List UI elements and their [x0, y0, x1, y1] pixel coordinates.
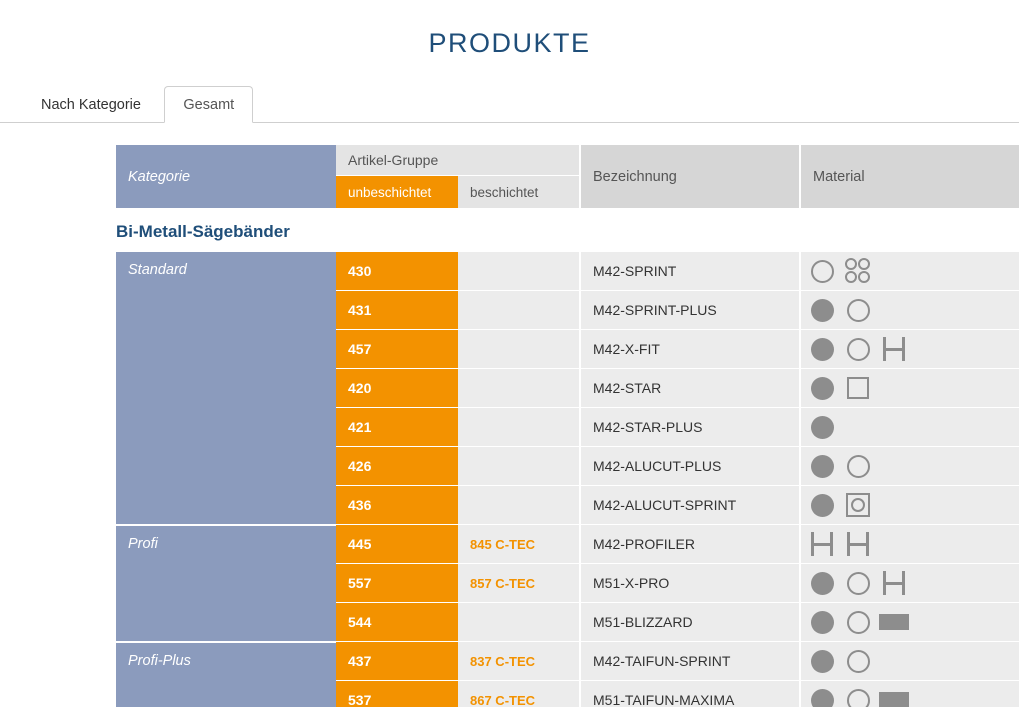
product-name: M42-STAR-PLUS — [580, 408, 800, 447]
category-cell-profi-plus: Profi-Plus — [116, 642, 336, 707]
table-row[interactable] — [116, 525, 1019, 564]
circle-outline-icon — [807, 256, 837, 286]
product-name: M42-STAR — [580, 369, 800, 408]
article-number-coated — [458, 486, 580, 525]
circle-filled-icon — [807, 490, 837, 520]
material-cell — [800, 291, 1019, 330]
h-beam-icon — [879, 568, 909, 598]
article-number-coated: 837 C-TEC — [458, 642, 580, 681]
circle-outline-icon — [843, 295, 873, 325]
page-title: PRODUKTE — [428, 28, 591, 58]
category-cell-profi: Profi — [116, 525, 336, 642]
section-title: Bi-Metall-Sägebänder — [116, 208, 1019, 252]
circle-filled-icon — [807, 568, 837, 598]
material-cell — [800, 330, 1019, 369]
material-cell — [800, 408, 1019, 447]
header-kategorie: Kategorie — [116, 145, 336, 208]
products-table-wrap — [0, 145, 1019, 707]
product-name: M42-SPRINT — [580, 252, 800, 291]
article-number-coated — [458, 408, 580, 447]
article-number-coated — [458, 330, 580, 369]
rect-filled-icon — [879, 607, 909, 637]
product-name: M51-TAIFUN-MAXIMA — [580, 681, 800, 707]
article-number-uncoated: 457 — [336, 330, 458, 369]
product-name: M51-X-PRO — [580, 564, 800, 603]
product-name: M42-ALUCUT-PLUS — [580, 447, 800, 486]
material-cell — [800, 447, 1019, 486]
table-row[interactable] — [116, 252, 1019, 291]
circle-filled-icon — [807, 451, 837, 481]
article-number-uncoated: 445 — [336, 525, 458, 564]
circle-filled-icon — [807, 607, 837, 637]
tab-bar — [0, 85, 1019, 123]
table-row[interactable] — [116, 642, 1019, 681]
article-number-coated: 857 C-TEC — [458, 564, 580, 603]
circle-outline-icon — [843, 685, 873, 707]
article-number-uncoated: 421 — [336, 408, 458, 447]
material-cell — [800, 525, 1019, 564]
circle-outline-icon — [843, 451, 873, 481]
tab-nach-kategorie[interactable]: Nach Kategorie — [41, 97, 141, 113]
material-cell — [800, 369, 1019, 408]
article-number-coated: 845 C-TEC — [458, 525, 580, 564]
header-material: Material — [800, 145, 1019, 208]
circle-outline-icon — [843, 334, 873, 364]
category-cell-standard: Standard — [116, 252, 336, 525]
h-beam-icon — [807, 529, 837, 559]
article-number-uncoated: 437 — [336, 642, 458, 681]
header-artikel-gruppe: Artikel-Gruppe — [336, 145, 580, 176]
article-number-coated — [458, 291, 580, 330]
circle-outline-icon — [843, 607, 873, 637]
circle-outline-icon — [843, 646, 873, 676]
product-name: M51-BLIZZARD — [580, 603, 800, 642]
product-name: M42-PROFILER — [580, 525, 800, 564]
article-number-coated — [458, 447, 580, 486]
circle-filled-icon — [807, 646, 837, 676]
material-cell — [800, 642, 1019, 681]
table-header-row — [116, 145, 1019, 176]
circle-filled-icon — [807, 412, 837, 442]
quad-circles-icon — [843, 256, 873, 286]
article-number-uncoated: 426 — [336, 447, 458, 486]
circle-filled-icon — [807, 685, 837, 707]
article-number-uncoated: 430 — [336, 252, 458, 291]
article-number-coated — [458, 603, 580, 642]
square-outline-icon — [843, 373, 873, 403]
article-number-coated — [458, 252, 580, 291]
article-number-coated: 867 C-TEC — [458, 681, 580, 707]
rect-filled-icon — [879, 685, 909, 707]
header-beschichtet: beschichtet — [458, 176, 580, 209]
article-number-uncoated: 544 — [336, 603, 458, 642]
product-name: M42-ALUCUT-SPRINT — [580, 486, 800, 525]
article-number-uncoated: 420 — [336, 369, 458, 408]
product-name: M42-X-FIT — [580, 330, 800, 369]
square-circle-icon — [843, 490, 873, 520]
circle-filled-icon — [807, 295, 837, 325]
article-number-uncoated: 557 — [336, 564, 458, 603]
circle-filled-icon — [807, 334, 837, 364]
article-number-uncoated: 436 — [336, 486, 458, 525]
material-cell — [800, 486, 1019, 525]
header-bezeichnung: Bezeichnung — [580, 145, 800, 208]
material-cell — [800, 603, 1019, 642]
product-name: M42-SPRINT-PLUS — [580, 291, 800, 330]
material-cell — [800, 564, 1019, 603]
h-beam-icon — [843, 529, 873, 559]
article-number-uncoated: 431 — [336, 291, 458, 330]
material-cell — [800, 252, 1019, 291]
product-name: M42-TAIFUN-SPRINT — [580, 642, 800, 681]
header-unbeschichtet: unbeschichtet — [336, 176, 458, 209]
circle-filled-icon — [807, 373, 837, 403]
section-title-row — [116, 208, 1019, 252]
material-cell — [800, 681, 1019, 707]
tab-gesamt[interactable]: Gesamt — [164, 86, 253, 123]
article-number-uncoated: 537 — [336, 681, 458, 707]
h-beam-icon — [879, 334, 909, 364]
products-table — [116, 145, 1019, 707]
article-number-coated — [458, 369, 580, 408]
circle-outline-icon — [843, 568, 873, 598]
